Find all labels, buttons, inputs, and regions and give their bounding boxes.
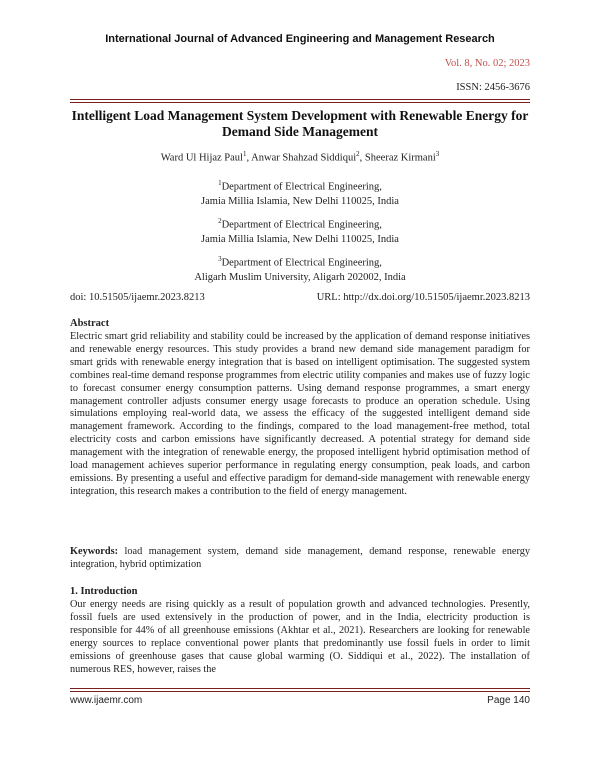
issn: ISSN: 2456-3676	[456, 82, 530, 93]
doi[interactable]: doi: 10.51505/ijaemr.2023.8213	[70, 292, 205, 303]
affil-department: Department of Electrical Engineering,	[221, 219, 382, 231]
affil-department: Department of Electrical Engineering,	[221, 181, 382, 193]
affil-institution: Jamia Millia Islamia, New Delhi 110025, India	[201, 195, 399, 207]
footer-rule-thick	[70, 688, 530, 689]
affiliation-3	[70, 252, 530, 285]
keywords-text: load management system, demand side management, demand response, renewable energy integration, hybrid optimization	[70, 546, 530, 570]
author-affil-marker: 2	[356, 150, 360, 158]
author-affil-marker: 3	[435, 150, 440, 158]
affiliation-1	[70, 176, 530, 209]
keywords	[70, 546, 530, 572]
author-list	[70, 150, 530, 164]
header-rule-thick	[70, 99, 530, 100]
author-name: Ward Ul Hijaz Paul	[160, 152, 243, 164]
keywords-label: Keywords:	[70, 546, 119, 557]
author-name: Anwar Shahzad Siddiqui	[251, 152, 357, 164]
affil-marker: 1	[218, 179, 222, 187]
affil-marker: 2	[218, 217, 222, 225]
journal-name: International Journal of Advanced Engineering and Management Research	[105, 33, 495, 45]
footer-website-link[interactable]: www.ijaemr.com	[70, 695, 143, 706]
volume-issue: Vol. 8, No. 02; 2023	[444, 58, 530, 69]
author-affil-marker: 1	[242, 150, 247, 158]
abstract-text: Electric smart grid reliability and stability could be increased by the application of demand response initiatives and renewable energy resources. This study provides a brand new demand side management paradigm for smart grids with renewable energy integration that is based on intelligent optimisation. The suggested system combines real-time demand response programmes from electric utility companies and makes use of fuzzy logic to forecast consumer energy consumption patterns. Using demand response programmes, a smart energy management controller adjusts consumer energy usage forecasts to produce an operation schedule. Using simulations employing real-world data, we assess the efficacy of the suggested intelligent demand side management framework. According to the findings, compared to the load management-free method, total electricity costs and carbon emissions have significantly decreased. A potential strategy for demand side management with the integration of renewable energy, the proposed intelligent hybrid optimisation method of load management achieves superior performance in regulating energy consumption, peak loads, and carbon emissions. By presenting a useful and effective paradigm for demand-side management with renewable energy integration, this research makes a contribution to the field of energy management.	[70, 331, 530, 497]
page-number: Page 140	[487, 695, 530, 706]
affil-institution: Aligarh Muslim University, Aligarh 202002, India	[194, 271, 406, 283]
doi-url-link[interactable]: URL: http://dx.doi.org/10.51505/ijaemr.2023.8213	[316, 292, 530, 303]
abstract-heading: Abstract	[70, 318, 110, 329]
author-separator: ,	[246, 152, 252, 164]
affil-institution: Jamia Millia Islamia, New Delhi 110025, India	[201, 233, 399, 245]
paper-title: Intelligent Load Management System Development with Renewable Energy for Demand Side Management	[71, 108, 529, 139]
author-separator: ,	[359, 152, 365, 164]
affiliation-2	[70, 214, 530, 247]
affil-department: Department of Electrical Engineering,	[221, 257, 382, 269]
affil-marker: 3	[218, 255, 222, 263]
introduction-heading: 1. Introduction	[70, 586, 138, 597]
footer-rule-thin	[70, 691, 530, 692]
header-rule-thin	[70, 102, 530, 103]
author-name: Sheeraz Kirmani	[364, 152, 436, 164]
introduction-text: Our energy needs are rising quickly as a result of population growth and advanced technologies. Presently, fossil fuels are used extensively in the production of power, and in the India, electricity production is responsible for 44% of all greenhouse emissions (Akhtar et al., 2021). Researchers are looking for renewable energy sources to replace conventional power plants that predominantly use fossil fuels in order to limit emissions of greenhouse gases that cause global warming (O. Siddiqui et al., 2022). The installation of numerous RES, however, raises the	[70, 599, 530, 675]
